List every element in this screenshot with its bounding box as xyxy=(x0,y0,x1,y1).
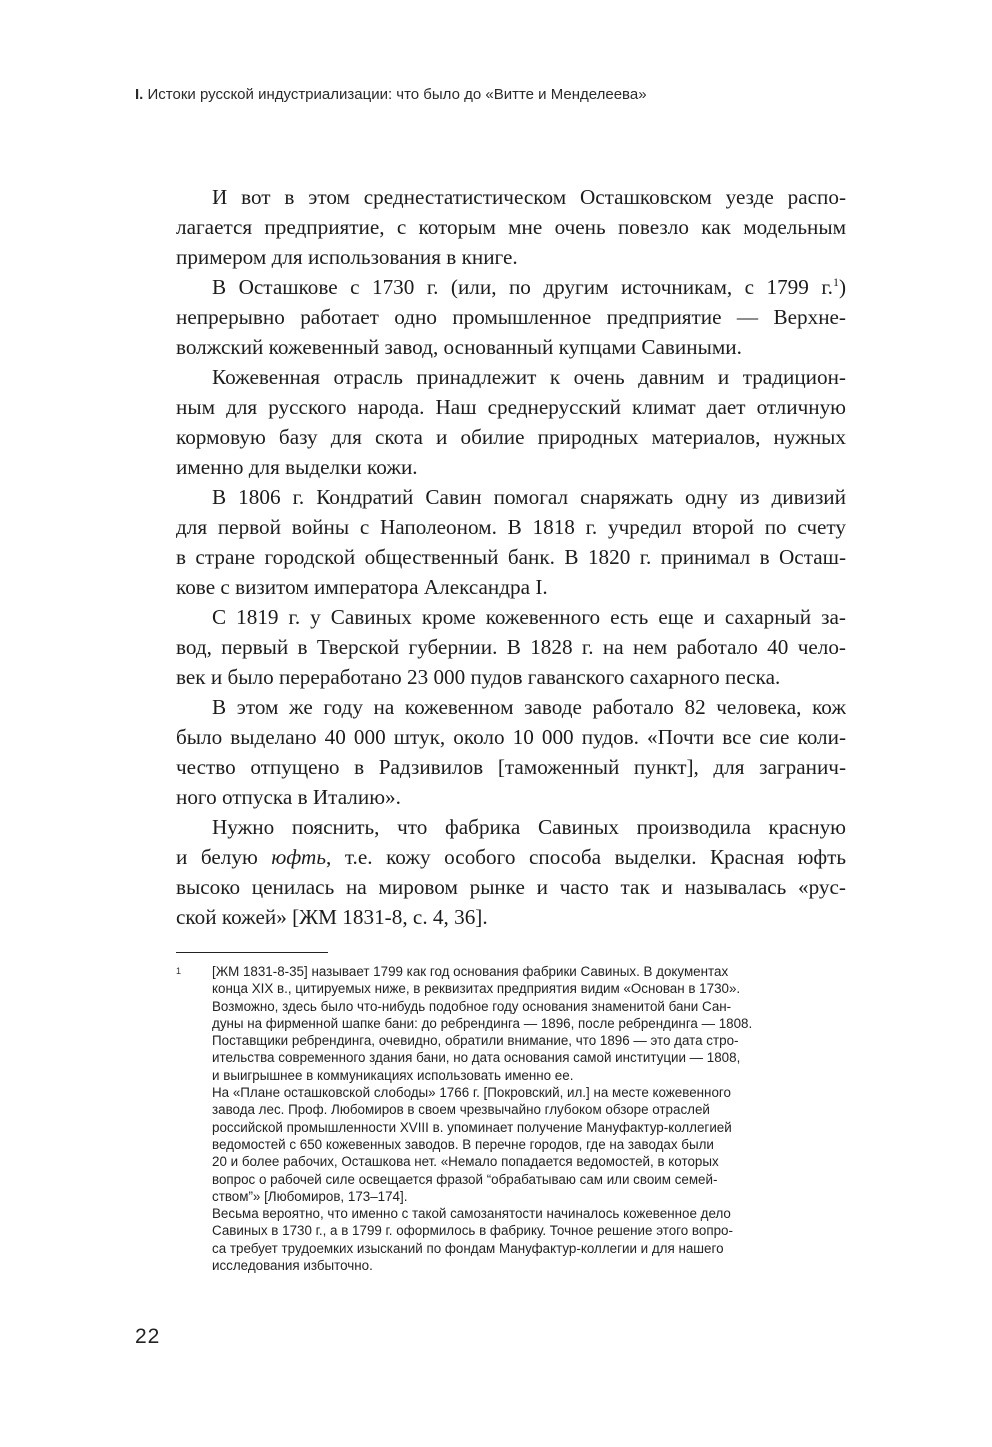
text-line: ного отпуска в Италию». xyxy=(176,785,401,809)
footnote-line: са требует трудоемких изысканий по фондам Мануфактур-коллегии и для нашего xyxy=(212,1240,724,1256)
text-line: В этом же году на кожевенном заводе работало 82 человека, кож xyxy=(212,695,846,719)
text-line: для первой войны с Наполеоном. В 1818 г. учредил второй по счету xyxy=(176,515,846,539)
chapter-title: Истоки русской индустриализации: что было до «Витте и Менделеева» xyxy=(143,86,647,103)
italic-term: юфть xyxy=(271,845,327,869)
main-text xyxy=(176,182,846,932)
footnote-line: исследования избыточно. xyxy=(212,1258,373,1274)
text-line-with-footnote xyxy=(176,272,846,302)
page-number: 22 xyxy=(135,1325,161,1348)
text-line: в стране городской общественный банк. В 1820 г. принимал в Осташ- xyxy=(176,545,846,569)
text-line: вод, первый в Тверской губернии. В 1828 г. на нем работало 40 чело- xyxy=(176,635,846,659)
text-fragment: В Осташкове с 1730 г. (или, по другим источникам, с 1799 г. xyxy=(212,275,833,299)
footnote-line: ведомостей с 650 кожевенных заводов. В перечне городов, где на заводах были xyxy=(212,1136,714,1152)
footnote-line: Возможно, здесь было что-нибудь подобное году основания знаменитой бани Сан- xyxy=(212,998,732,1014)
footnote-line: дуны на фирменной шапке бани: до ребрендинга — 1896, после ребрендинга — 1808. xyxy=(212,1015,753,1031)
footnote-line: Весьма вероятно, что именно с такой самозанятости начиналось кожевенное дело xyxy=(212,1206,731,1222)
footnote xyxy=(212,963,846,1274)
footnote-line: завода лес. Проф. Любомиров в своем чрезвычайно глубоком обзоре отраслей xyxy=(212,1102,710,1118)
footnote-separator xyxy=(176,952,328,953)
text-line: именно для выделки кожи. xyxy=(176,455,418,479)
text-fragment: , т.е. кожу особого способа выделки. Красная юфть xyxy=(326,845,846,869)
text-line: чество отпущено в Радзивилов [таможенный пункт], для загранич- xyxy=(176,755,846,779)
text-line: Нужно пояснить, что фабрика Савиных производила красную xyxy=(212,815,846,839)
footnote-line: Поставщики ребрендинга, очевидно, обратили внимание, что 1896 — это дата стро- xyxy=(212,1033,739,1049)
text-line: С 1819 г. у Савиных кроме кожевенного есть еще и сахарный за- xyxy=(212,605,846,629)
footnote-marker: 1 xyxy=(176,966,182,976)
footnote-reference[interactable]: 1 xyxy=(832,274,839,289)
text-line: волжский кожевенный завод, основанный купцами Савиными. xyxy=(176,335,742,359)
text-line: было выделано 40 000 штук, около 10 000 пудов. «Почти все сие коли- xyxy=(176,725,846,749)
text-line: век и было переработано 23 000 пудов гаванского сахарного песка. xyxy=(176,665,781,689)
footnote-line: [ЖМ 1831-8-35] называет 1799 как год основания фабрики Савиных. В документах xyxy=(212,964,729,979)
text-fragment: и белую xyxy=(176,845,272,869)
text-line-with-italic xyxy=(176,842,846,872)
text-fragment: ) xyxy=(838,275,846,299)
text-line: кове с визитом императора Александра I. xyxy=(176,575,548,599)
footnote-line: Савиных в 1730 г., а в 1799 г. оформилось в фабрику. Точное решение этого вопро- xyxy=(212,1223,733,1239)
footnote-line: российской промышленности XVIII в. упоминает получение Мануфактур-коллегией xyxy=(212,1119,732,1135)
text-line: ным для русского народа. Наш среднерусский климат дает отличную xyxy=(176,395,846,419)
text-line: высоко ценилась на мировом рынке и часто так и называлась «рус- xyxy=(176,875,846,899)
text-line: Кожевенная отрасль принадлежит к очень давним и традицион- xyxy=(212,365,846,389)
footnote-line: вопрос о рабочей силе освещается фразой “обрабатываю сам или своим семей- xyxy=(212,1171,718,1187)
text-line: непрерывно работает одно промышленное предприятие — Верхне- xyxy=(176,305,846,329)
text-line: кормовую базу для скота и обилие природных материалов, нужных xyxy=(176,425,846,449)
text-line: И вот в этом среднестатистическом Осташковском уезде распо- xyxy=(212,185,846,209)
chapter-number: I. xyxy=(135,86,144,103)
text-line: ской кожей» [ЖМ 1831-8, с. 4, 36]. xyxy=(176,905,488,929)
footnote-line: На «Плане осташковской слободы» 1766 г. [Покровский, ил.] на месте кожевенного xyxy=(212,1085,731,1101)
text-line: лагается предприятие, с которым мне очень повезло как модельным xyxy=(176,215,846,239)
footnote-line: и выигрышнее в коммуникациях использовать именно ее. xyxy=(212,1067,574,1083)
text-line: примером для использования в книге. xyxy=(176,245,518,269)
text-line: В 1806 г. Кондратий Савин помогал снаряжать одну из дивизий xyxy=(212,485,846,509)
footnote-line: ством”» [Любомиров, 173–174]. xyxy=(212,1188,408,1204)
running-header xyxy=(135,86,855,103)
footnote-line: ительства современного здания бани, но дата основания самой институции — 1808, xyxy=(212,1050,741,1066)
footnote-line: конца XIX в., цитируемых ниже, в реквизитах предприятия видим «Основан в 1730». xyxy=(212,981,741,997)
footnote-line: 20 и более рабочих, Осташкова нет. «Немало попадается ведомостей, в которых xyxy=(212,1154,719,1170)
